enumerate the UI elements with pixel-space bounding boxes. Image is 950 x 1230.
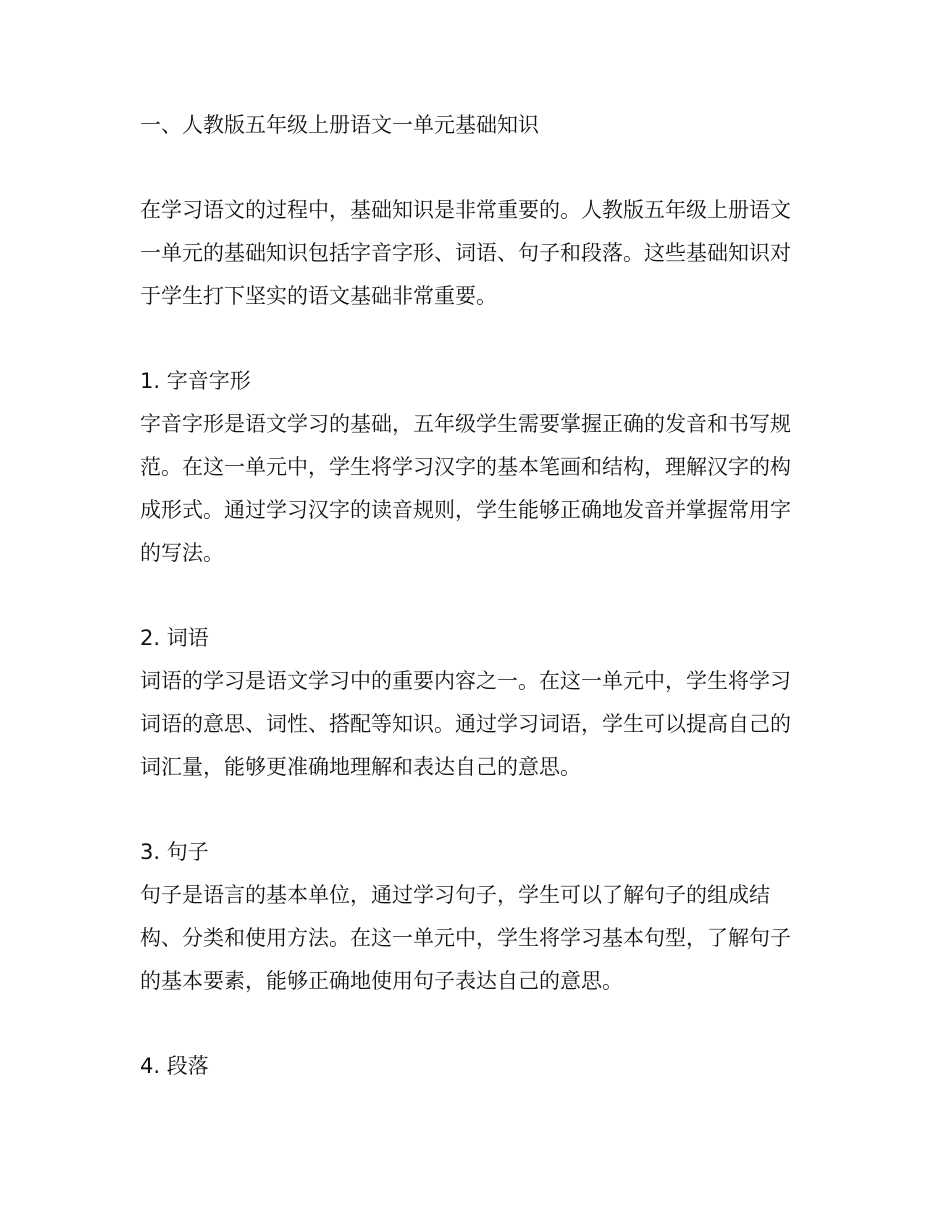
document-title: 一、人教版五年级上册语文一单元基础知识 [140, 113, 539, 137]
section-body: 字音字形是语文学习的基础，五年级学生需要掌握正确的发音和书写规范。在这一单元中，学生将学习汉字的基本笔画和结构，理解汉字的构成形式。通过学习汉字的读音规则，学生能够正确地发音并掌握常用字的写法。 [140, 412, 791, 565]
section-heading: 2. 词语 [140, 626, 209, 650]
section-heading: 3. 句子 [140, 840, 209, 864]
section-sentences [140, 831, 800, 1003]
section-pronunciation [140, 360, 800, 575]
section-heading: 4. 段落 [140, 1054, 209, 1078]
intro-paragraph: 在学习语文的过程中，基础知识是非常重要的。人教版五年级上册语文一单元的基础知识包括字音字形、词语、句子和段落。这些基础知识对于学生打下坚实的语文基础非常重要。 [140, 198, 791, 308]
section-body: 句子是语言的基本单位，通过学习句子，学生可以了解句子的组成结构、分类和使用方法。在这一单元中，学生将学习基本句型，了解句子的基本要素，能够正确地使用句子表达自己的意思。 [140, 883, 791, 993]
section-vocabulary [140, 617, 800, 789]
section-heading: 1. 字音字形 [140, 369, 251, 393]
section-body: 词语的学习是语文学习中的重要内容之一。在这一单元中，学生将学习词语的意思、词性、搭配等知识。通过学习词语，学生可以提高自己的词汇量，能够更准确地理解和表达自己的意思。 [140, 669, 791, 779]
document-page [140, 104, 800, 1088]
section-paragraphs [140, 1045, 800, 1088]
